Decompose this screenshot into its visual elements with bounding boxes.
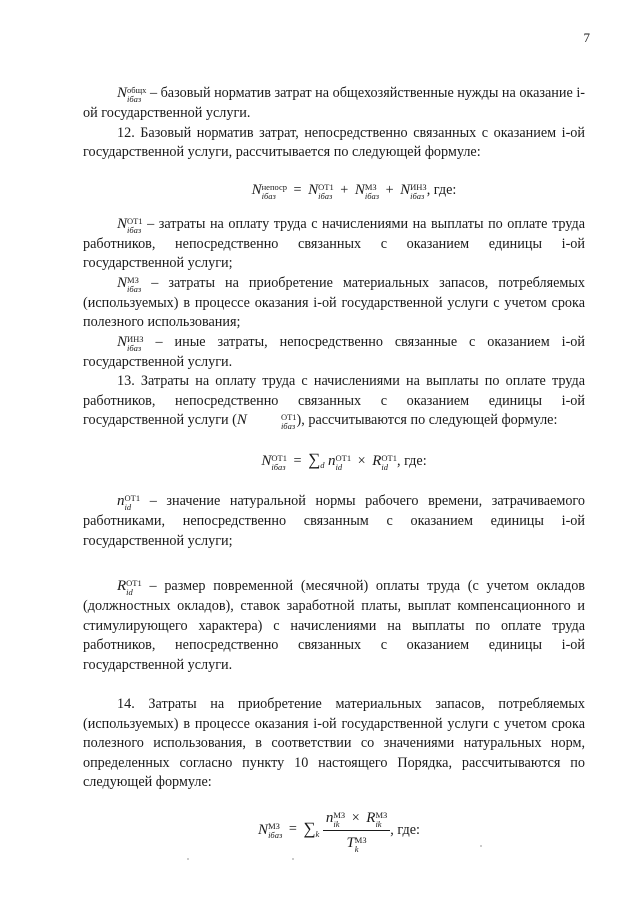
paragraph-wage-definition: R ОТ1 id – размер повременной (месячной) оплаты труда (с учетом окладов (должностных окладов), ставок заработной платы, выплат компенсационного и стимулирующего характера) с начислениями на выплаты по оплате труда работников, непосредственно связанных с оказанием единицы i-ой государственной услуги. bbox=[83, 578, 585, 673]
paragraph-item-13: 13. Затраты на оплату труда с начислениями на выплаты по оплате труда работников, непосредственно связанных с оказанием единицы i-ой государственной услуги (N ОТ1 iбаз ), рассчитываются по следующей формуле: bbox=[83, 373, 585, 431]
formula-labor-costs: N ОТ1 iбаз = $\sum_d$ n ОТ1 id × R ОТ1 id , где: bbox=[261, 450, 427, 472]
page-number: 7 bbox=[583, 30, 590, 45]
paragraph-labor-costs-definition: N ОТ1 iбаз – затраты на оплату труда с начислениями на выплаты по оплате труда работников, непосредственно связанных с оказанием единицы i-ой государственной услуги; bbox=[83, 215, 585, 271]
formula-direct-costs: N непоср iбаз = N ОТ1 iбаз + N МЗ iбаз + N ИНЗ iбаз , где: bbox=[251, 181, 457, 201]
paragraph-materials-definition: N МЗ iбаз – затраты на приобретение материальных запасов, потребляемых (используемых) в процессе оказания i-ой государственной услуги с учетом срока полезного использования; bbox=[83, 274, 585, 330]
formula-material-costs: N МЗ iбаз = $\sum_k$ n МЗ ik × R МЗ ik T МЗ k , где: bbox=[83, 807, 585, 854]
paragraph-other-costs-definition: N ИНЗ iбаз – иные затраты, непосредственно связанные с оказанием i-ой государственной услуги. bbox=[83, 333, 585, 370]
symbol-n-obshch: N общх iбаз bbox=[117, 85, 147, 104]
document-body bbox=[83, 84, 585, 854]
scan-speck bbox=[187, 858, 189, 860]
symbol-n-inz: N ИНЗ iбаз bbox=[117, 333, 144, 353]
symbol-n-id: n ОТ1 id bbox=[117, 493, 141, 512]
paragraph-working-time-norm-definition: n ОТ1 id – значение натуральной нормы рабочего времени, затрачиваемого работниками, непосредственно связанным с оказанием единицы i-ой государственной услуги; bbox=[83, 493, 585, 549]
paragraph-general-needs-definition: N общх iбаз – базовый норматив затрат на общехозяйственные нужды на оказание i-ой государственной услуги. bbox=[83, 85, 585, 121]
paragraph-item-14: 14. Затраты на приобретение материальных запасов, потребляемых (используемых) в процессе оказания i-ой государственной услуги с учетом срока полезного использования, в соответствии со значениями натуральных норм, определенных согласно пункту 10 настоящего Порядка, рассчитываются по следующей формуле: bbox=[83, 696, 585, 790]
symbol-n-ot1: N ОТ1 iбаз bbox=[117, 215, 143, 235]
paragraph-item-12: 12. Базовый норматив затрат, непосредственно связанных с оказанием i-ой государственной услуги, рассчитывается по следующей формуле: bbox=[83, 124, 585, 160]
scan-speck bbox=[292, 858, 294, 860]
symbol-r-id: R ОТ1 id bbox=[117, 578, 142, 597]
fraction-materials: n МЗ ik × R МЗ ik T МЗ k bbox=[323, 807, 390, 854]
symbol-n-mz: N МЗ iбаз bbox=[117, 274, 142, 294]
scan-speck bbox=[480, 845, 482, 847]
